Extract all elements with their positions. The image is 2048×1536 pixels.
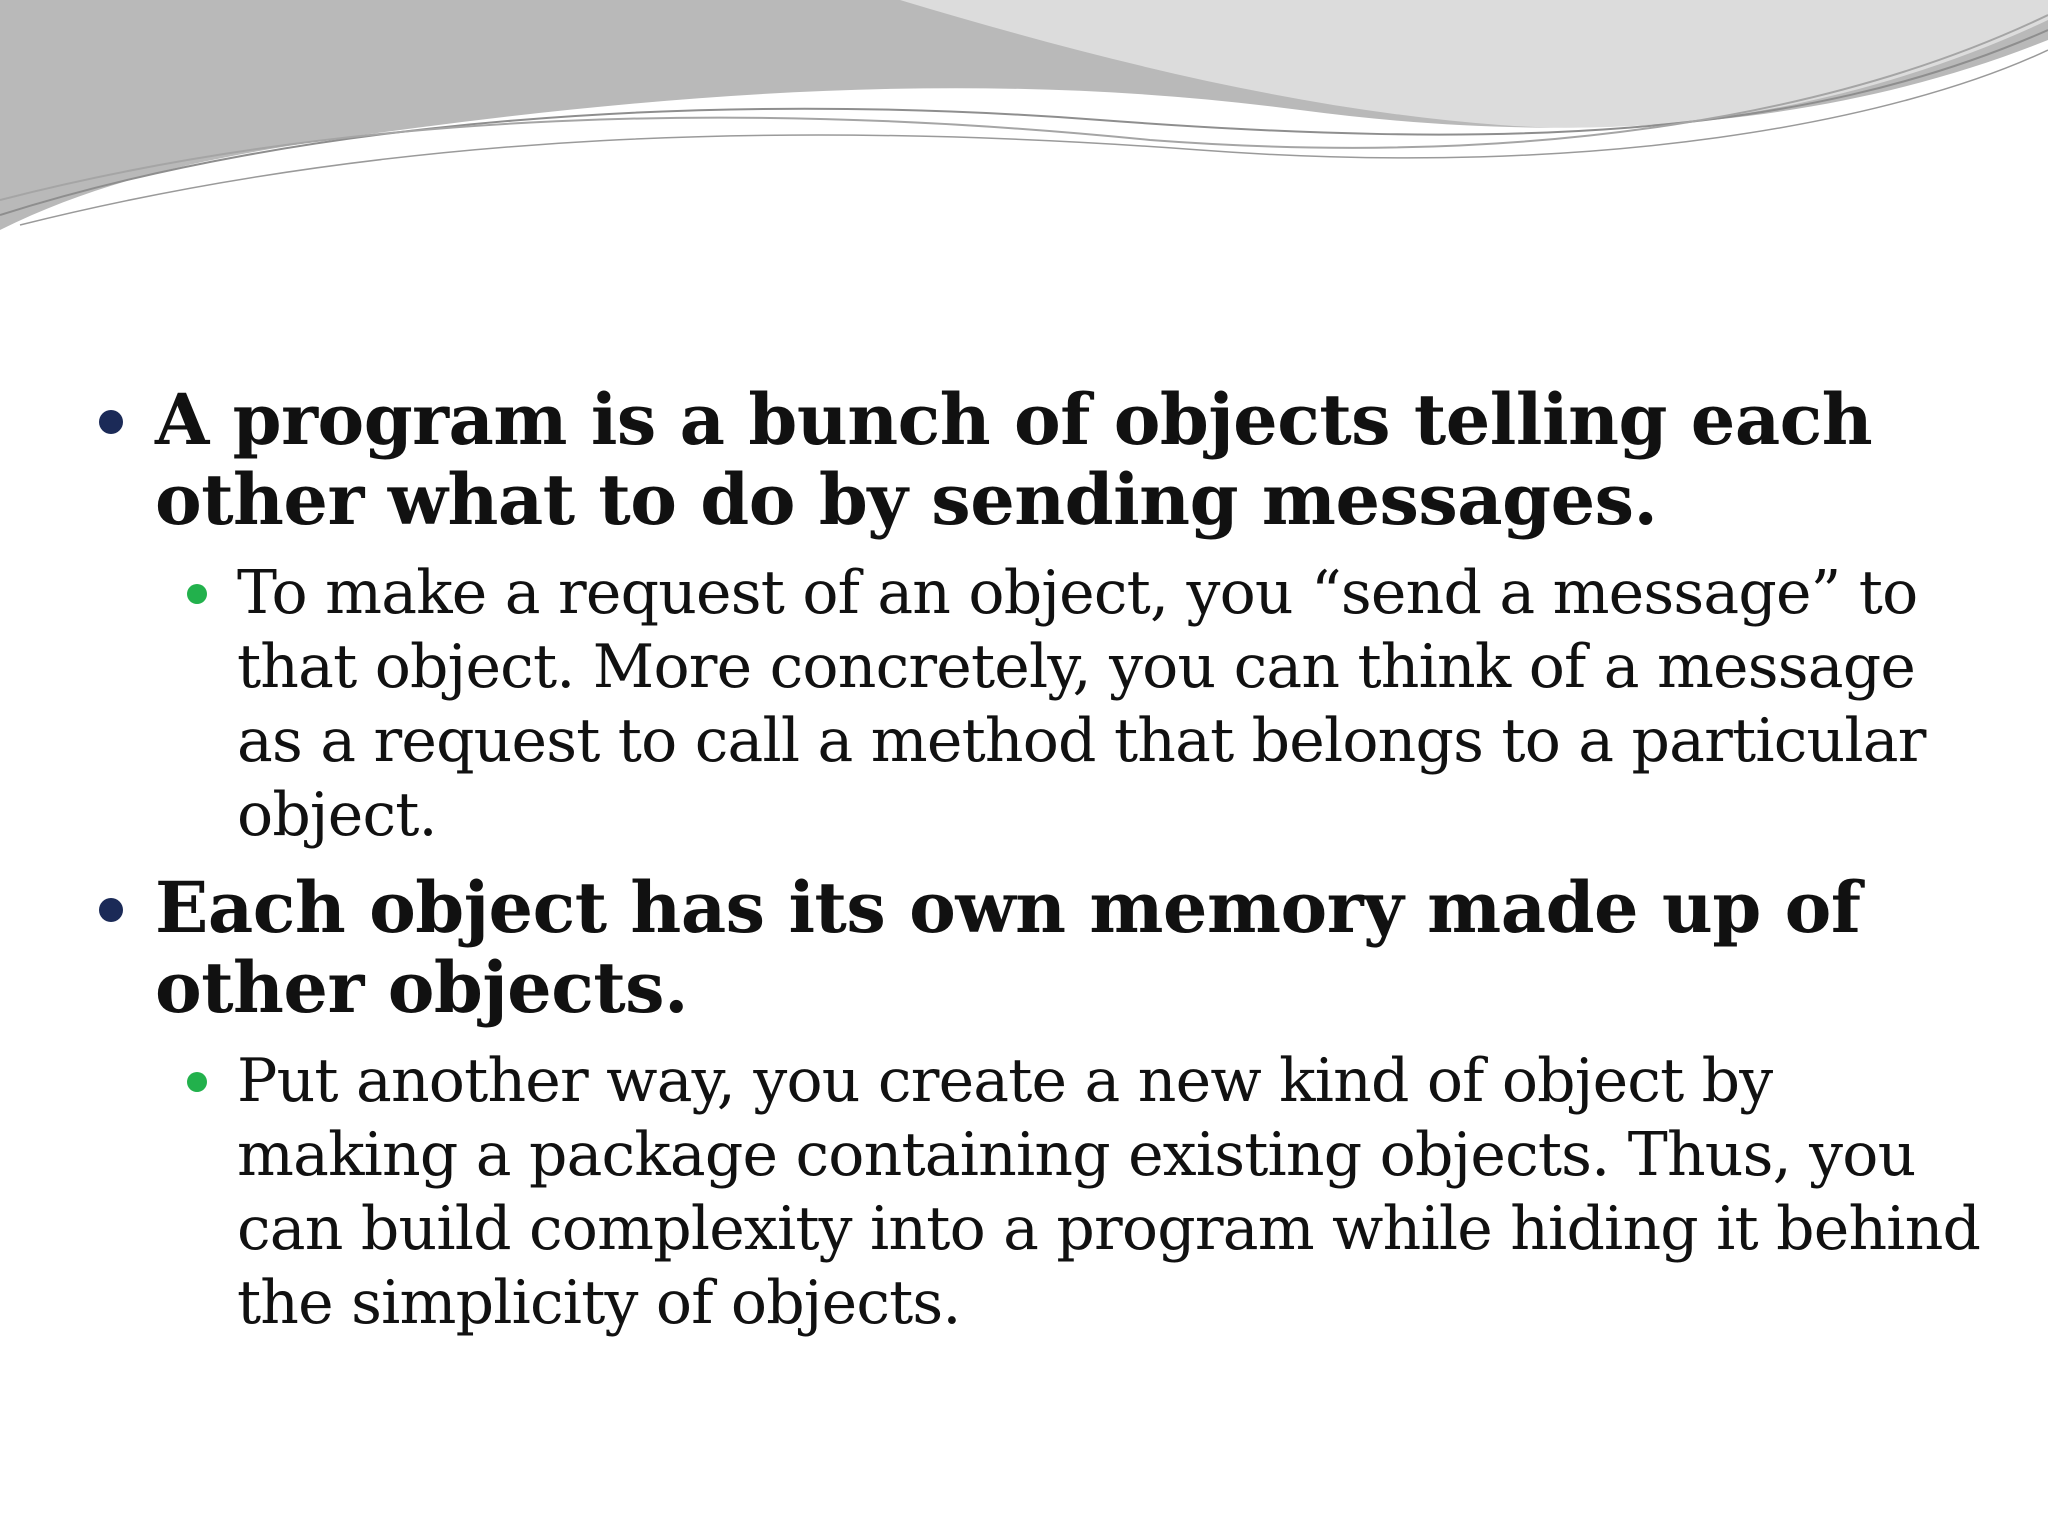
slide-content xyxy=(95,380,1995,1356)
bullet-level2-send-message xyxy=(237,556,1995,852)
sub-bullet-text: To make a request of an object, you “send a message” to that object. More concretely, you can think of a message as a request to call a method that belongs to a particular object. xyxy=(237,558,1926,850)
sub-bullet-text: Put another way, you create a new kind of object by making a package containing existing objects. Thus, you can build complexity into a program while hiding it behind the simplicity of objects. xyxy=(237,1046,1981,1338)
bullet-level2-package xyxy=(237,1044,1995,1340)
bullet-dot-icon xyxy=(99,898,123,922)
bullet-dot-icon xyxy=(99,410,123,434)
sub-bullet-dot-icon xyxy=(187,584,207,604)
bullet-level1-program xyxy=(95,380,1995,540)
header-wave-decoration xyxy=(0,0,2048,240)
bullet-level1-memory xyxy=(95,868,1995,1028)
bullet-text: A program is a bunch of objects telling each other what to do by sending messages. xyxy=(155,378,1873,541)
bullet-text: Each object has its own memory made up of other objects. xyxy=(155,866,1861,1029)
sub-bullet-dot-icon xyxy=(187,1072,207,1092)
